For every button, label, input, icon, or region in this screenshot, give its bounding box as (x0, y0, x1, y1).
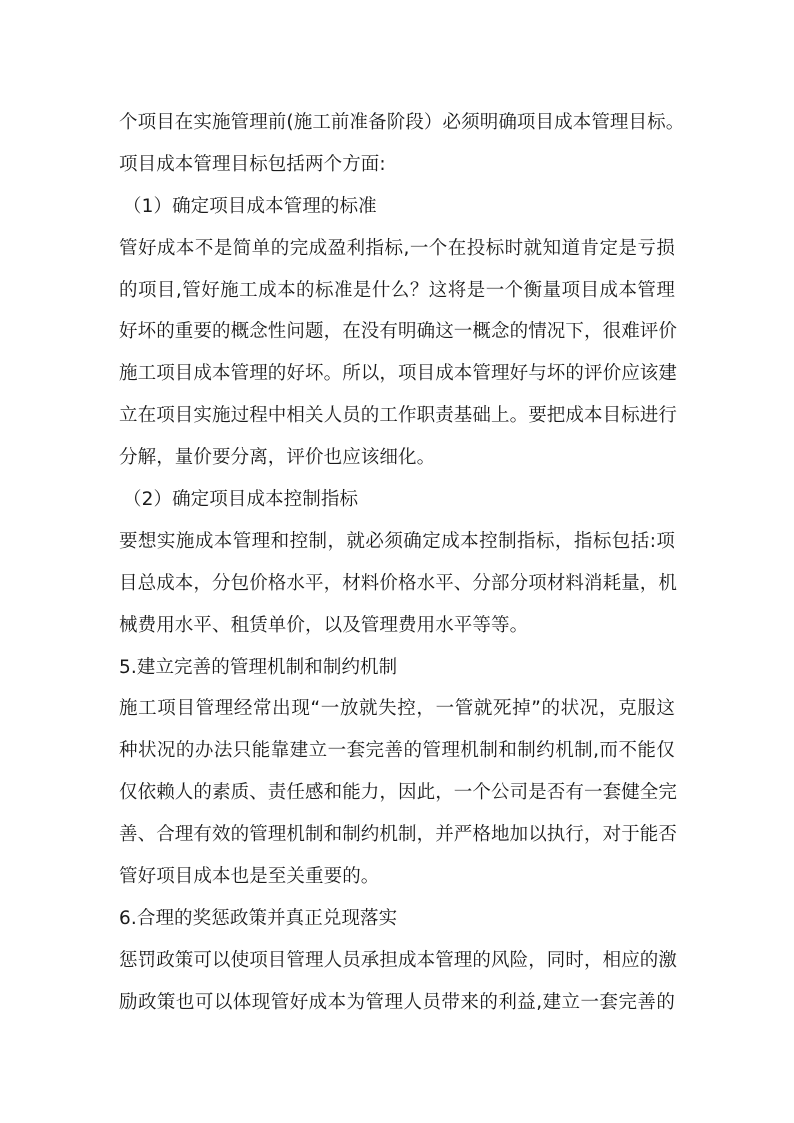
subheading: （2）确定项目成本控制指标 (123, 489, 359, 511)
paragraph-line: 励政策也可以体现管好成本为管理人员带来的利益,建立一套完善的 (119, 991, 675, 1013)
paragraph-line: 善、合理有效的管理机制和制约机制，并严格地加以执行，对于能否 (119, 824, 678, 846)
paragraph-line: 分解，量价要分离，评价也应该细化。 (119, 447, 436, 469)
paragraph-line: 的项目,管好施工成本的标准是什么？这将是一个衡量项目成本管理 (119, 279, 675, 301)
paragraph-line: 要想实施成本管理和控制，就必须确定成本控制指标，指标包括:项 (119, 530, 675, 552)
paragraph-line: 管好项目成本也是至关重要的。 (119, 866, 380, 888)
paragraph-line: 械费用水平、租赁单价，以及管理费用水平等等。 (119, 614, 529, 636)
document-body (119, 102, 685, 1024)
paragraph-line: 种状况的办法只能靠建立一套完善的管理机制和制约机制,而不能仅 (119, 740, 675, 762)
paragraph-line: 目总成本，分包价格水平，材料价格水平、分部分项材料消耗量，机 (119, 572, 678, 594)
paragraph-line: 管好成本不是简单的完成盈利指标,一个在投标时就知道肯定是亏损 (119, 237, 675, 259)
section-heading: 6.合理的奖惩政策并真正兑现落实 (119, 907, 398, 929)
section-heading: 5.建立完善的管理机制和制约机制 (119, 656, 398, 678)
paragraph-line: 施工项目成本管理的好坏。所以，项目成本管理好与坏的评价应该建 (119, 363, 678, 385)
paragraph-line: 项目成本管理目标包括两个方面: (119, 153, 386, 175)
paragraph-line: 施工项目管理经常出现“一放就失控，一管就死掉”的状况，克服这 (119, 698, 675, 720)
paragraph-line: 立在项目实施过程中相关人员的工作职责基础上。要把成本目标进行 (119, 405, 678, 427)
paragraph-line: 好坏的重要的概念性问题，在没有明确这一概念的情况下，很难评价 (119, 321, 678, 343)
paragraph-line: 仅依赖人的素质、责任感和能力，因此，一个公司是否有一套健全完 (119, 782, 678, 804)
paragraph-line: 惩罚政策可以使项目管理人员承担成本管理的风险，同时，相应的激 (119, 949, 678, 971)
subheading: （1）确定项目成本管理的标准 (123, 195, 377, 217)
paragraph-line: 个项目在实施管理前(施工前准备阶段）必须明确项目成本管理目标。 (119, 112, 685, 133)
